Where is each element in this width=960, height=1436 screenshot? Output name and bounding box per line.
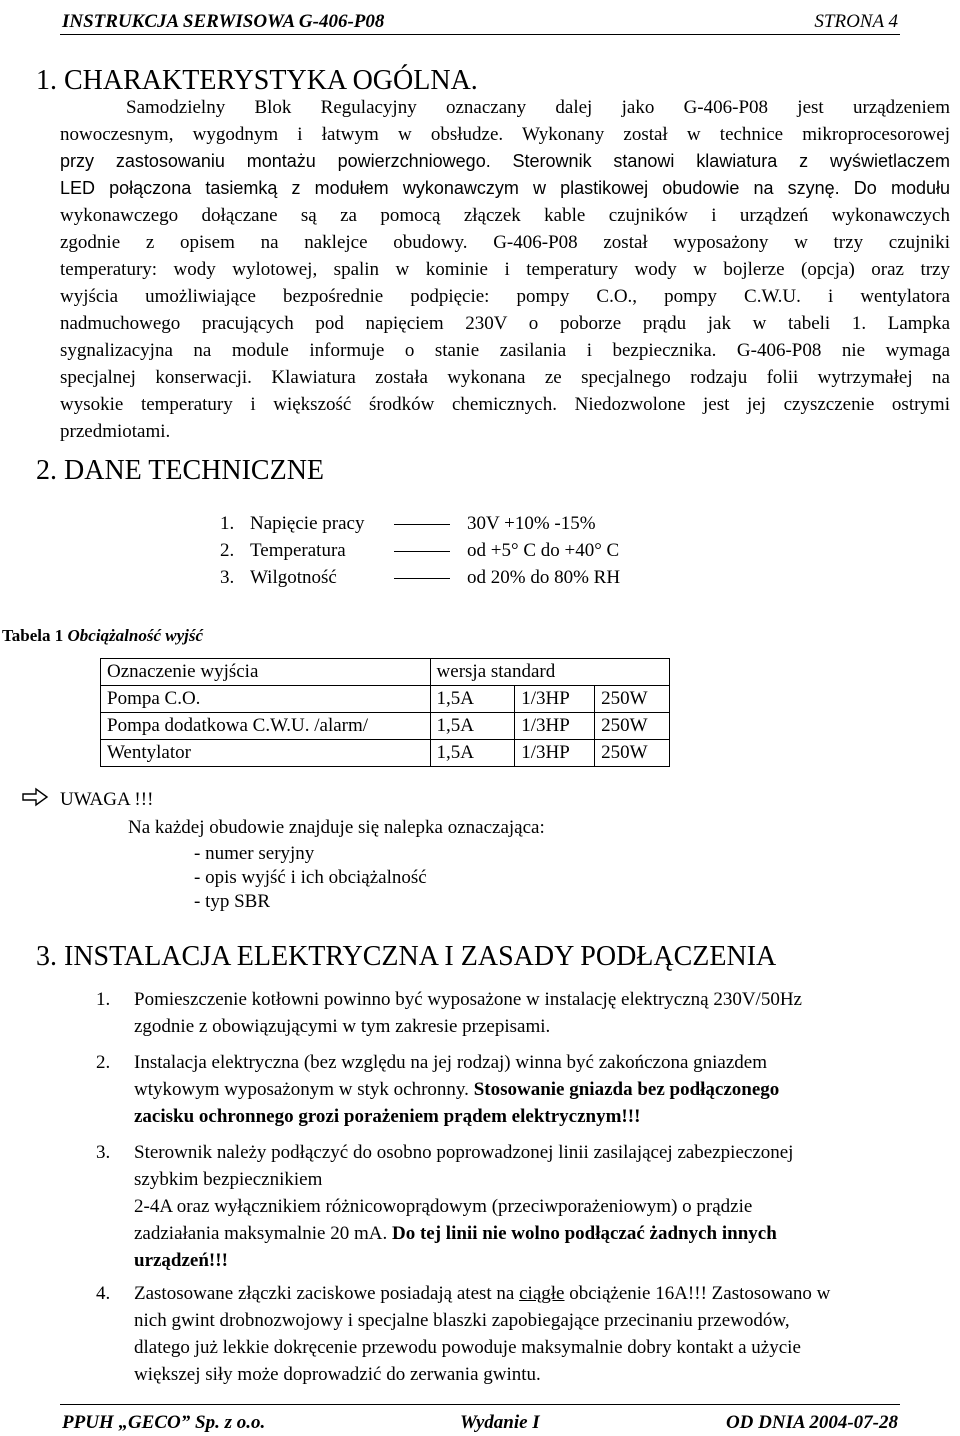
list-line: szybkim bezpiecznikiem [134, 1169, 323, 1190]
paragraph-line: wysokie temperatury i większość środków chemicznych. Niedozwolone jest jej czyszczenie ostrymi [60, 394, 950, 415]
list-line: zgodnie z obowiązującymi w tym zakresie przepisami. [134, 1016, 551, 1037]
spec-number: 2. [220, 540, 235, 561]
paragraph-line: zgodnie z opisem na naklejce obudowy. G-406-P08 został wyposażony w trzy czujniki [60, 232, 950, 253]
page-header [60, 4, 900, 35]
table-cell: 1,5A [430, 740, 515, 767]
page-footer [60, 1404, 900, 1435]
paragraph-line: nadmuchowego pracujących pod napięciem 230V o poborze prądu jak w tabeli 1. Lampka [60, 313, 950, 334]
paragraph-line: przy zastosowaniu montażu powierzchniowego. Sterownik stanowi klawiatura z wyświetlaczem [60, 151, 950, 171]
list-number: 4. [96, 1283, 111, 1304]
table-cell: 1/3HP [515, 686, 595, 713]
list-line-text: Zastosowane złączki zaciskowe posiadają atest na [134, 1283, 520, 1304]
list-line [134, 1220, 924, 1247]
list-line: dlatego już lekkie dokręcenie przewodu powoduje maksymalnie dobry kontakt a użycie [134, 1337, 801, 1358]
table-header-row [101, 659, 670, 686]
list-number: 1. [96, 989, 111, 1010]
paragraph-line: Samodzielny Blok Regulacyjny oznaczany dalej jako G-406-P08 jest urządzeniem [126, 97, 950, 118]
table-caption-title: Obciążalność wyjść [67, 626, 204, 645]
list-line [134, 1247, 924, 1274]
list-line-text: zadziałania maksymalnie 20 mA. [134, 1223, 392, 1244]
paragraph-line: specjalnej konserwacji. Klawiatura została wykonana ze specjalnego rodzaju folii wytrzymałej na [60, 367, 950, 388]
list-line [134, 1076, 924, 1103]
list-line-text: wtykowym wyposażonym w styk ochronny. [134, 1079, 474, 1100]
table-row [101, 740, 670, 767]
dash-separator [394, 578, 450, 579]
list-line [134, 1103, 924, 1130]
list-line: 2-4A oraz wyłącznikiem różnicowoprądowym (przeciwporażeniowym) o prądzie [134, 1196, 753, 1217]
paragraph-line: wyjścia umożliwiające bezpośrednie podpięcie: pompy C.O., pompy C.W.U. i wentylatora [60, 286, 950, 307]
note-item: - typ SBR [194, 891, 271, 912]
spec-label: Napięcie pracy [250, 513, 365, 534]
table-header-cell: wersja standard [430, 659, 669, 686]
table-cell: 1,5A [430, 686, 515, 713]
paragraph-line: nowoczesnym, wygodnym i łatwym w obsłudze. Wykonany został w technice mikroprocesorowej [60, 124, 950, 145]
section-1-heading: 1. CHARAKTERYSTYKA OGÓLNA. [36, 65, 478, 96]
spec-label: Temperatura [250, 540, 346, 561]
table-cell: Pompa dodatkowa C.W.U. /alarm/ [101, 713, 431, 740]
list-number: 2. [96, 1052, 111, 1073]
spec-value: od +5° C do +40° C [467, 540, 620, 561]
spec-value: od 20% do 80% RH [467, 567, 621, 588]
section-3-heading: 3. INSTALACJA ELEKTRYCZNA I ZASADY PODŁĄCZENIA [36, 941, 777, 972]
table-row [101, 713, 670, 740]
table-caption [2, 622, 203, 649]
spec-item [220, 537, 620, 564]
table-cell: Wentylator [101, 740, 431, 767]
table-cell: 250W [595, 713, 670, 740]
table-cell: Pompa C.O. [101, 686, 431, 713]
list-line: większej siły może doprowadzić do zerwania gwintu. [134, 1364, 541, 1385]
table-row [101, 686, 670, 713]
footer-edition: Wydanie I [460, 1412, 540, 1433]
paragraph-line: przedmiotami. [60, 421, 171, 442]
list-line-text: obciążenie 16A!!! Zastosowano w [564, 1283, 831, 1304]
note-item: - numer seryjny [194, 843, 315, 864]
list-line: Sterownik należy podłączyć do osobno poprowadzonej linii zasilającej zabezpieczonej [134, 1142, 794, 1163]
table-cell: 1/3HP [515, 740, 595, 767]
section-2-heading: 2. DANE TECHNICZNE [36, 455, 325, 486]
list-line: Instalacja elektryczna (bez względu na jej rodzaj) winna być zakończona gniazdem [134, 1052, 768, 1073]
paragraph-line: temperatury: wody wylotowej, spalin w kominie i temperatury wody w bojlerze (opcja) oraz trzy [60, 259, 950, 280]
dash-separator [394, 551, 450, 552]
table-cell: 250W [595, 686, 670, 713]
underlined-text: ciągłe [519, 1283, 565, 1304]
footer-company: PPUH „GECO” Sp. z o.o. [62, 1412, 266, 1433]
table-caption-label: Tabela 1 [2, 626, 64, 645]
spec-item [220, 510, 596, 537]
warning-text: zacisku ochronnego grozi porażeniem prądem elektrycznym!!! [134, 1106, 641, 1127]
list-line: nich gwint drobnozwojowy i specjalne blaszki zapobiegające przecinaniu przewodów, [134, 1310, 790, 1331]
section-1-paragraph [60, 94, 950, 445]
spec-number: 1. [220, 513, 235, 534]
warning-text: Do tej linii nie wolno podłączać żadnych innych [392, 1223, 777, 1244]
spec-item [220, 564, 621, 591]
warning-title: UWAGA !!! [60, 789, 154, 810]
table-header-cell: Oznaczenie wyjścia [101, 659, 431, 686]
list-line [134, 1280, 924, 1307]
arrow-bullet-icon [20, 786, 50, 808]
warning-text: urządzeń!!! [134, 1250, 228, 1271]
page-number: STRONA 4 [814, 11, 898, 32]
spec-label: Wilgotność [250, 567, 337, 588]
load-table [100, 658, 670, 767]
note-intro: Na każdej obudowie znajduje się nalepka oznaczająca: [128, 817, 545, 838]
paragraph-line: sygnalizacyjna na module informuje o stanie zasilania i bezpiecznika. G-406-P08 nie wymaga [60, 340, 950, 361]
warning-text: Stosowanie gniazda bez podłączonego [473, 1079, 780, 1100]
document-title: INSTRUKCJA SERWISOWA G-406-P08 [62, 11, 385, 32]
list-number: 3. [96, 1142, 111, 1163]
spec-number: 3. [220, 567, 235, 588]
dash-separator [394, 524, 450, 525]
note-item: - opis wyjść i ich obciążalność [194, 867, 427, 888]
list-line: Pomieszczenie kotłowni powinno być wyposażone w instalację elektryczną 230V/50Hz [134, 989, 802, 1010]
table-cell: 250W [595, 740, 670, 767]
paragraph-line: LED połączona tasiemką z modułem wykonawczym w plastikowej obudowie na szynę. Do modułu [60, 178, 950, 198]
spec-value: 30V +10% -15% [467, 513, 596, 534]
table-cell: 1,5A [430, 713, 515, 740]
paragraph-line: wykonawczego dołączane są za pomocą złączek kable czujników i urządzeń wykonawczych [60, 205, 950, 226]
footer-date: OD DNIA 2004-07-28 [725, 1412, 898, 1433]
table-cell: 1/3HP [515, 713, 595, 740]
